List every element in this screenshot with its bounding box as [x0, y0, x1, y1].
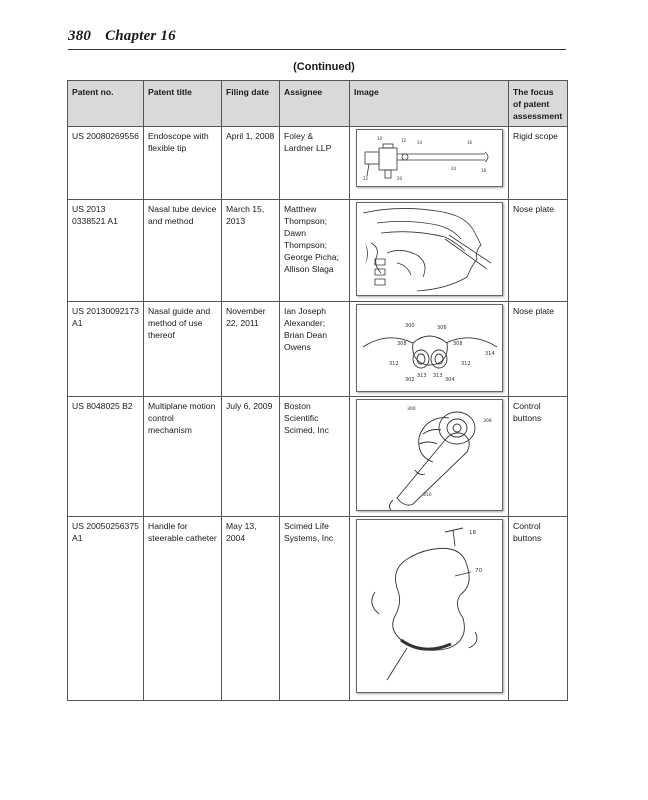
col-header-patent-no: Patent no.	[68, 81, 144, 127]
cell-focus: Nose plate	[509, 200, 568, 302]
catheter-handle-drawing	[356, 519, 503, 693]
svg-text:312: 312	[461, 361, 471, 367]
patent-table	[67, 80, 568, 701]
svg-text:312: 312	[389, 361, 399, 367]
cell-assignee: Boston Scientific Scimed, Inc	[280, 397, 350, 517]
table-row	[68, 302, 568, 397]
svg-text:304: 304	[445, 377, 455, 383]
cell-image	[350, 397, 509, 517]
table-row	[68, 397, 568, 517]
cell-patent-no: US 20080269556	[68, 127, 144, 200]
col-header-focus: The focus of patent assessment	[509, 81, 568, 127]
svg-text:14: 14	[417, 140, 423, 145]
nasal-tube-cross-section	[356, 202, 503, 296]
svg-text:306: 306	[437, 325, 447, 331]
col-header-title: Patent title	[144, 81, 222, 127]
svg-text:308: 308	[397, 341, 407, 347]
svg-text:313: 313	[417, 373, 427, 379]
cell-filing-date: November 22, 2011	[222, 302, 280, 397]
cell-patent-no: US 8048025 B2	[68, 397, 144, 517]
hand-held-control-drawing	[356, 399, 503, 511]
svg-text:310: 310	[423, 493, 432, 498]
cell-image	[350, 517, 509, 701]
svg-text:302: 302	[405, 377, 415, 383]
cell-title: Nasal guide and method of use thereof	[144, 302, 222, 397]
chapter-title: Chapter 16	[105, 28, 176, 44]
col-header-assignee: Assignee	[280, 81, 350, 127]
table-caption: (Continued)	[293, 61, 355, 73]
endoscope-drawing	[356, 129, 503, 187]
cell-title: Multiplane motion control mechanism	[144, 397, 222, 517]
cell-patent-no: US 2013 0338521 A1	[68, 200, 144, 302]
cell-title: Handle for steerable catheter	[144, 517, 222, 701]
cell-assignee: Foley & Lardner LLP	[280, 127, 350, 200]
page-number: 380	[68, 28, 92, 44]
cell-patent-no: US 20050256375 A1	[68, 517, 144, 701]
cell-assignee: Matthew Thompson; Dawn Thompson; George Picha; Allison Slaga	[280, 200, 350, 302]
cell-patent-no: US 20130092173 A1	[68, 302, 144, 397]
svg-text:300: 300	[405, 323, 415, 329]
svg-text:308: 308	[483, 419, 492, 424]
svg-text:12: 12	[401, 138, 407, 143]
svg-text:18: 18	[481, 168, 487, 173]
table-row	[68, 517, 568, 701]
cell-image	[350, 127, 509, 200]
cell-filing-date: March 15, 2013	[222, 200, 280, 302]
nasal-guide-drawing	[356, 304, 503, 392]
cell-title: Nasal tube device and method	[144, 200, 222, 302]
cell-image	[350, 302, 509, 397]
svg-text:314: 314	[485, 351, 495, 357]
cell-assignee: Ian Joseph Alexander; Brian Dean Owens	[280, 302, 350, 397]
svg-text:22: 22	[363, 176, 369, 181]
cell-focus: Nose plate	[509, 302, 568, 397]
col-header-image: Image	[350, 81, 509, 127]
svg-text:10: 10	[377, 136, 383, 141]
svg-text:300: 300	[407, 407, 416, 412]
table-row	[68, 127, 568, 200]
cell-focus: Control buttons	[509, 397, 568, 517]
col-header-filing-date: Filing date	[222, 81, 280, 127]
svg-text:313: 313	[433, 373, 443, 379]
svg-text:24: 24	[451, 166, 457, 171]
cell-title: Endoscope with flexible tip	[144, 127, 222, 200]
cell-assignee: Scimed Life Systems, Inc	[280, 517, 350, 701]
cell-focus: Rigid scope	[509, 127, 568, 200]
svg-text:308: 308	[453, 341, 463, 347]
cell-filing-date: May 13, 2004	[222, 517, 280, 701]
table-header-row	[68, 81, 568, 127]
running-head	[68, 28, 176, 45]
svg-text:20: 20	[397, 176, 403, 181]
table-row	[68, 200, 568, 302]
cell-filing-date: April 1, 2008	[222, 127, 280, 200]
svg-text:16: 16	[467, 140, 473, 145]
cell-filing-date: July 6, 2009	[222, 397, 280, 517]
cell-focus: Control buttons	[509, 517, 568, 701]
svg-text:18: 18	[469, 530, 476, 536]
svg-text:70: 70	[475, 568, 482, 574]
header-rule	[68, 49, 566, 50]
cell-image	[350, 200, 509, 302]
